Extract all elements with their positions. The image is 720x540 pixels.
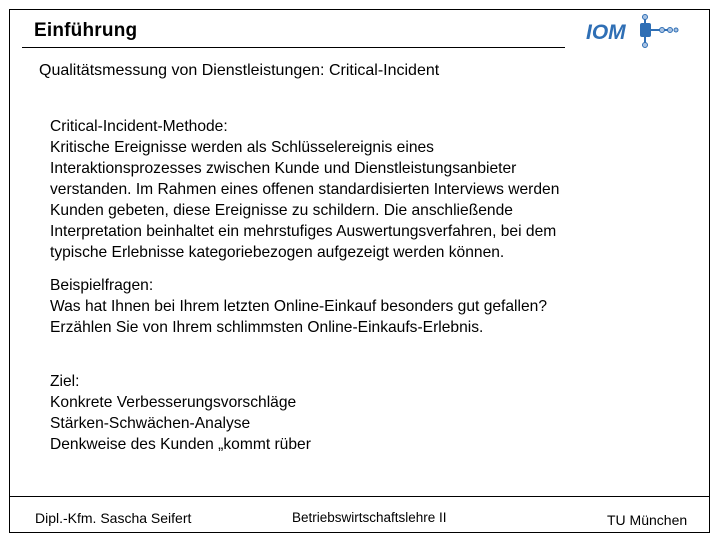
method-section [50, 116, 670, 263]
method-line: typische Erlebnisse kategoriebezogen aufgezeigt werden können. [50, 244, 505, 261]
slide-body [50, 116, 670, 455]
examples-section [50, 275, 670, 338]
goal-item: Denkweise des Kunden „kommt rüber [50, 436, 311, 453]
method-line: Kritische Ereignisse werden als Schlüsselereignis eines [50, 139, 434, 156]
method-heading: Critical-Incident-Methode [50, 118, 224, 135]
examples-heading-line: Beispielfragen: [50, 277, 154, 294]
slide-subtitle: Qualitätsmessung von Dienstleistungen: Critical-Incident [39, 62, 440, 79]
example-question: Erzählen Sie von Ihrem schlimmsten Online-Einkaufs-Erlebnis. [50, 319, 484, 336]
goal-section [50, 371, 670, 455]
footer-course: Betriebswirtschaftslehre II [292, 510, 447, 525]
iom-logo-text: IOM [586, 21, 626, 44]
method-line: Interaktionsprozesses zwischen Kunde und Dienstleistungsanbieter [50, 160, 517, 177]
method-line: Kunden gebeten, diese Ereignisse zu schildern. Die anschließende [50, 202, 513, 219]
goal-heading: Ziel [50, 373, 76, 390]
goal-item: Konkrete Verbesserungsvorschläge [50, 394, 297, 411]
method-line: Interpretation beinhaltet ein mehrstufiges Auswertungsverfahren, bei dem [50, 223, 557, 240]
goal-item: Stärken-Schwächen-Analyse [50, 415, 251, 432]
footer-author: Dipl.-Kfm. Sascha Seifert [35, 510, 192, 526]
example-question: Was hat Ihnen bei Ihrem letzten Online-Einkauf besonders gut gefallen? [50, 298, 547, 315]
footer-university: TU München [607, 512, 688, 528]
method-line: verstanden. Im Rahmen eines offenen standardisierten Interviews werden [50, 181, 560, 198]
examples-heading: Beispielfragen [50, 277, 149, 294]
network-icon [640, 15, 678, 48]
footer-divider [9, 496, 710, 497]
title-divider [22, 47, 565, 48]
goal-heading-line: Ziel: [50, 373, 80, 390]
method-heading-line: Critical-Incident-Methode: [50, 118, 228, 135]
slide-title: Einführung [34, 20, 138, 41]
iom-logo [584, 14, 680, 48]
